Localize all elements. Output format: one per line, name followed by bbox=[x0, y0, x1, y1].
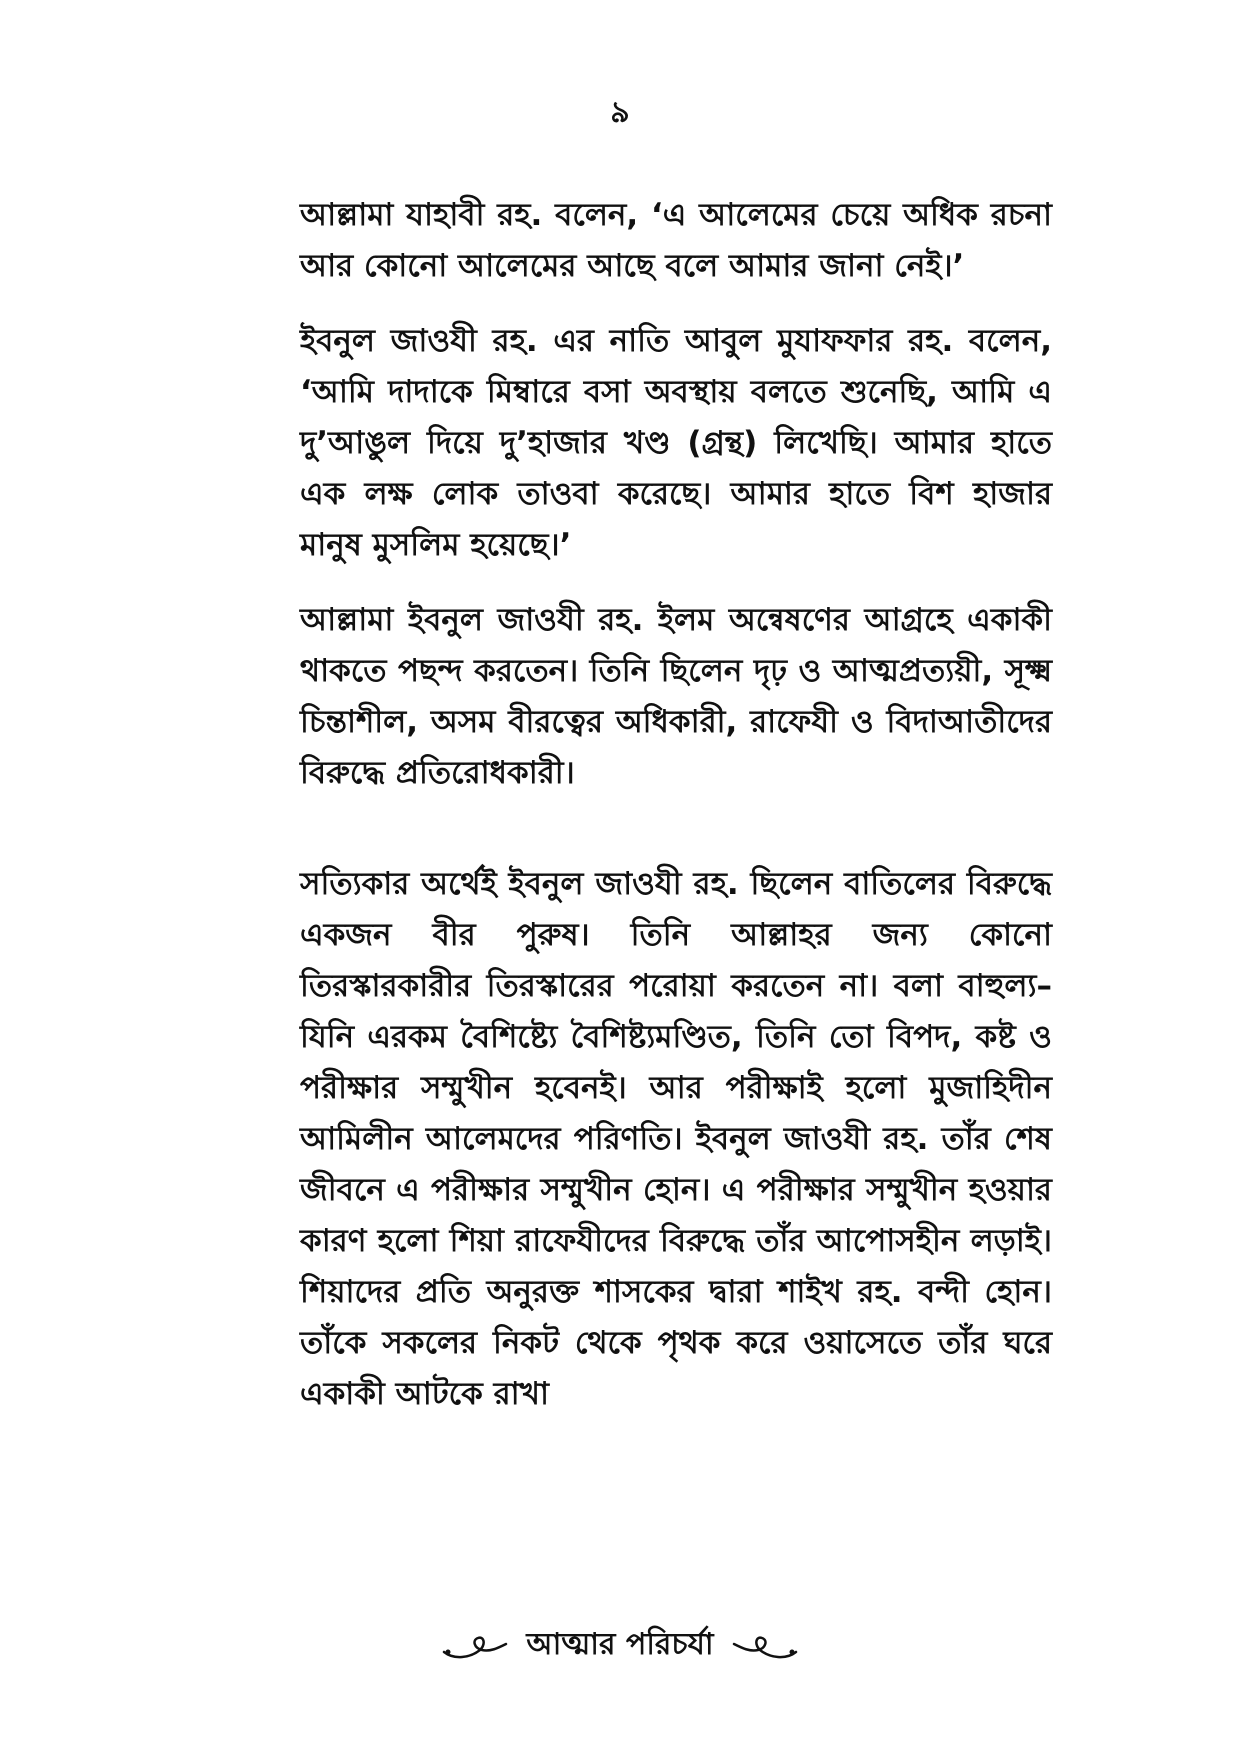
paragraph-4: সত্যিকার অর্থেই ইবনুল জাওযী রহ. ছিলেন বাতিলের বিরুদ্ধে একজন বীর পুরুষ। তিনি আল্লাহর জন্য কোনো তিরস্কারকারীর তিরস্কারের পরোয়া করতেন না। বলা বাহুল্য– যিনি এরকম বৈশিষ্ট্যে বৈশিষ্ট্যমণ্ডিত, তিনি তো বিপদ, কষ্ট ও পরীক্ষার সম্মুখীন হবেনই। আর পরীক্ষাই হলো মুজাহিদীন আমিলীন আলেমদের পরিণতি। ইবনুল জাওযী রহ. তাঁর শেষ জীবনে এ পরীক্ষার সম্মুখীন হোন। এ পরীক্ষার সম্মুখীন হওয়ার কারণ হলো শিয়া রাফেযীদের বিরুদ্ধে তাঁর আপোসহীন লড়াই। শিয়াদের প্রতি অনুরক্ত শাসকের দ্বারা শাইখ রহ. বন্দী হোন। তাঁকে সকলের নিকট থেকে পৃথক করে ওয়াসেতে তাঁর ঘরে একাকী আটকে রাখা bbox=[300, 866, 1052, 1412]
paragraph-3: আল্লামা ইবনুল জাওযী রহ. ইলম অন্বেষণের আগ্রহে একাকী থাকতে পছন্দ করতেন। তিনি ছিলেন দৃঢ় ও আত্মপ্রত্যয়ী, সূক্ষ্ম চিন্তাশীল, অসম বীরত্বের অধিকারী, রাফেযী ও বিদাআতীদের বিরুদ্ধে প্রতিরোধকারী। bbox=[300, 602, 1052, 791]
body-text bbox=[300, 190, 1052, 1420]
scroll-ornament-left-icon bbox=[440, 1630, 510, 1662]
paragraph-2: ইবনুল জাওযী রহ. এর নাতি আবুল মুযাফফার রহ. বলেন, ‘আমি দাদাকে মিম্বারে বসা অবস্থায় বলতে শুনেছি, আমি এ দু’আঙুল দিয়ে দু’হাজার খণ্ড (গ্রন্থ) লিখেছি। আমার হাতে এক লক্ষ লোক তাওবা করেছে। আমার হাতে বিশ হাজার মানুষ মুসলিম হয়েছে।’ bbox=[300, 323, 1052, 563]
scroll-ornament-right-icon bbox=[730, 1630, 800, 1662]
paragraph-1: আল্লামা যাহাবী রহ. বলেন, ‘এ আলেমের চেয়ে অধিক রচনা আর কোনো আলেমের আছে বলে আমার জানা নেই।’ bbox=[300, 197, 1052, 284]
page-number: ৯ bbox=[610, 95, 630, 130]
footer-title: আত্মার পরিচর্যা bbox=[526, 1627, 714, 1662]
running-footer bbox=[0, 1620, 1240, 1671]
